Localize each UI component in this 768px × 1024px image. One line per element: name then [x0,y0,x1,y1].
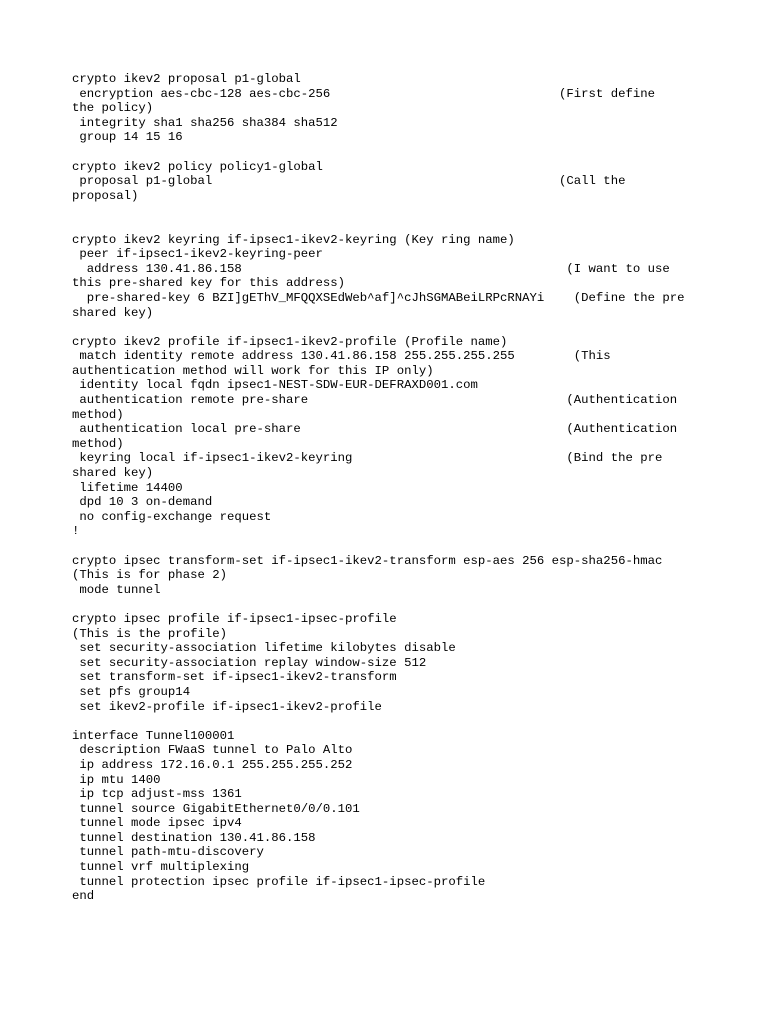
config-line: set security-association replay window-size 512 [72,655,427,670]
blank-line [72,145,712,160]
config-line: end [72,889,95,904]
config-line: description FWaaS tunnel to Palo Alto [72,743,353,758]
config-line: keyring local if-ipsec1-ikev2-keyring (Bind the pre [72,451,663,466]
config-line: ! [72,524,80,539]
config-line: authentication method will work for this IP only) [72,363,434,378]
config-line: (This is for phase 2) [72,568,227,583]
config-line: pre-shared-key 6 BZI]gEThV_MFQQXSEdWeb^af]^cJhSGMABeiLRPcRNAYi (Define the pre [72,290,685,305]
config-line: this pre-shared key for this address) [72,276,346,291]
config-line: ip address 172.16.0.1 255.255.255.252 [72,757,353,772]
blank-line [72,539,712,554]
config-line: lifetime 14400 [72,480,183,495]
blank-line [72,218,712,233]
config-line: set ikev2-profile if-ipsec1-ikev2-profile [72,699,382,714]
config-line: crypto ipsec profile if-ipsec1-ipsec-profile [72,611,397,626]
config-line: address 130.41.86.158 (I want to use [72,261,670,276]
config-line: tunnel protection ipsec profile if-ipsec1-ipsec-profile [72,874,486,889]
config-line: peer if-ipsec1-ikev2-keyring-peer [72,247,323,262]
config-line: match identity remote address 130.41.86.158 255.255.255.255 (This [72,349,611,364]
config-line: set transform-set if-ipsec1-ikev2-transform [72,670,397,685]
config-line: method) [72,407,124,422]
config-line: set security-association lifetime kilobytes disable [72,641,456,656]
config-line: method) [72,436,124,451]
config-line: crypto ikev2 keyring if-ipsec1-ikev2-keyring (Key ring name) [72,232,515,247]
blank-line [72,203,712,218]
config-line: tunnel destination 130.41.86.158 [72,830,316,845]
config-line: integrity sha1 sha256 sha384 sha512 [72,115,338,130]
config-line: group 14 15 16 [72,130,183,145]
config-line: proposal) [72,188,139,203]
config-line: crypto ikev2 policy policy1-global [72,159,323,174]
config-code-block [72,72,712,904]
config-line: tunnel source GigabitEthernet0/0/0.101 [72,801,360,816]
config-line: ip tcp adjust-mss 1361 [72,787,242,802]
config-line: shared key) [72,305,154,320]
config-line: crypto ikev2 profile if-ipsec1-ikev2-profile (Profile name) [72,334,508,349]
config-line: authentication local pre-share (Authentication [72,422,678,437]
config-line: shared key) [72,466,154,481]
blank-line [72,597,712,612]
config-line: tunnel path-mtu-discovery [72,845,264,860]
config-line: interface Tunnel100001 [72,728,235,743]
config-line: encryption aes-cbc-128 aes-cbc-256 (First define [72,86,655,101]
config-line: mode tunnel [72,582,161,597]
config-line: set pfs group14 [72,684,191,699]
config-line: proposal p1-global (Call the [72,174,626,189]
config-line: (This is the profile) [72,626,227,641]
config-line: crypto ikev2 proposal p1-global [72,72,301,86]
config-line: tunnel mode ipsec ipv4 [72,816,242,831]
blank-line [72,714,712,729]
config-line: dpd 10 3 on-demand [72,495,213,510]
config-line: identity local fqdn ipsec1-NEST-SDW-EUR-DEFRAXD001.com [72,378,478,393]
config-line: the policy) [72,101,154,116]
config-line: ip mtu 1400 [72,772,161,787]
blank-line [72,320,712,335]
config-line: authentication remote pre-share (Authentication [72,393,678,408]
config-line: tunnel vrf multiplexing [72,860,250,875]
config-line: no config-exchange request [72,509,272,524]
document-page [72,72,712,904]
config-line: crypto ipsec transform-set if-ipsec1-ikev2-transform esp-aes 256 esp-sha256-hmac [72,553,663,568]
